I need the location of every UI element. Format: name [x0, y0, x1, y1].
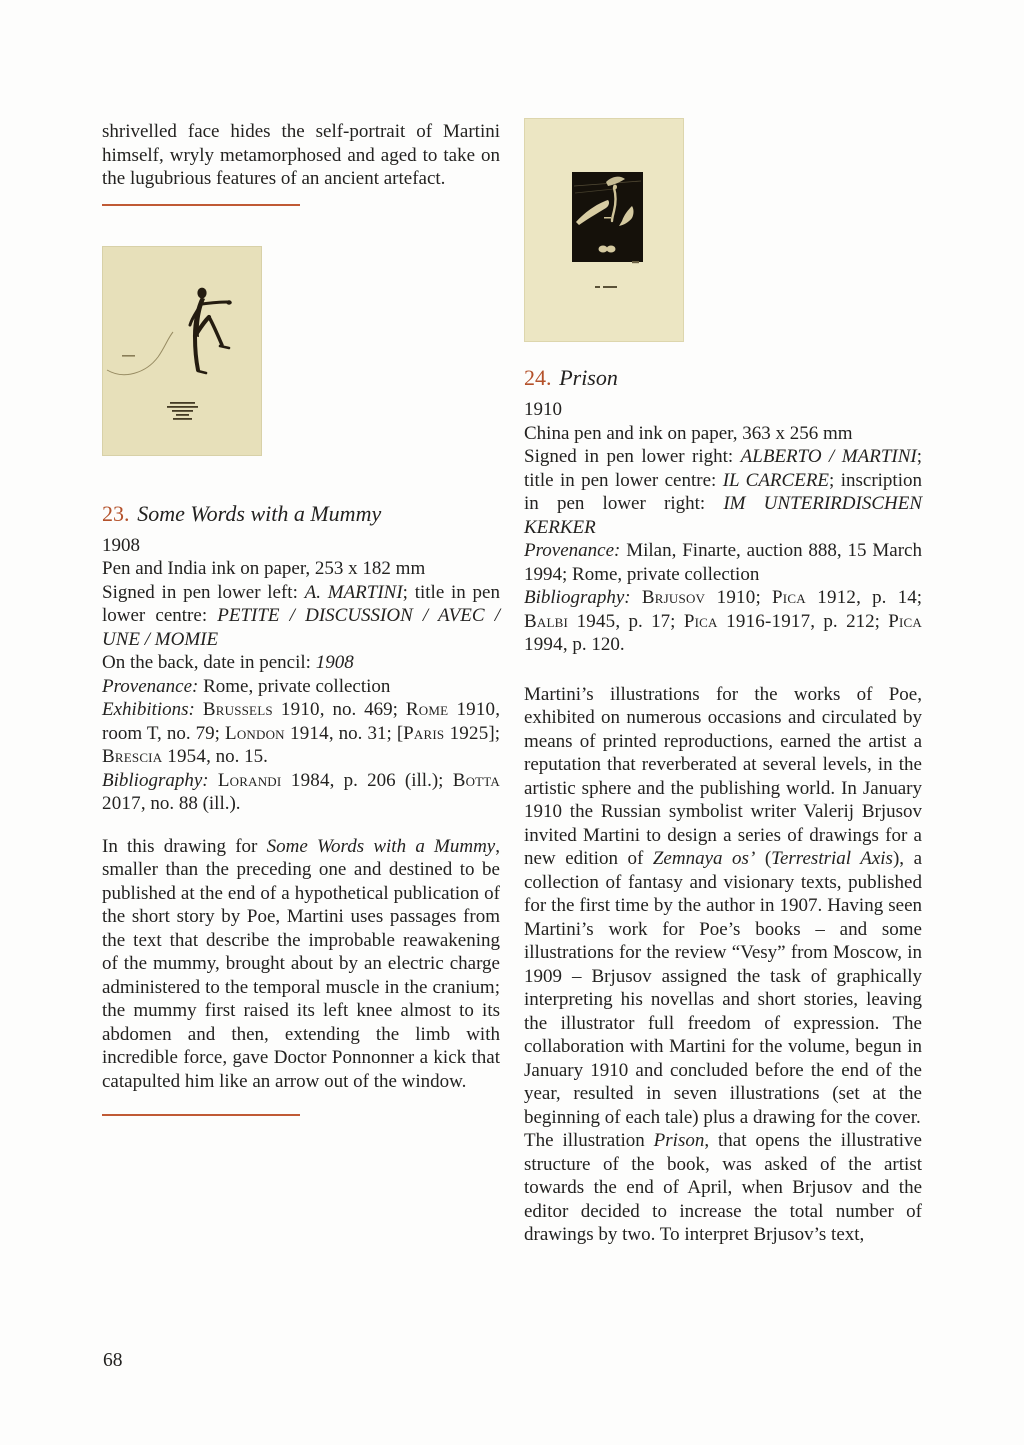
caption-marks — [595, 286, 617, 288]
entry-23-medium: Pen and India ink on paper, 253 x 182 mm — [102, 558, 426, 579]
essay-paragraph-2: The illustration Prison, that opens the illustrative structure of the book, was asked of the artist towards the end of April, when Brjusov and the editor decided to increase the total number of drawings by two. To interpret Brjusov’s text, — [524, 1130, 922, 1245]
entry-23-bibliography: Bibliography: Lorandi 1984, p. 206 (ill.); Botta 2017, no. 88 (ill.). — [102, 769, 500, 814]
entry-23-provenance: Provenance: Rome, private collection — [102, 675, 391, 697]
entry-24-medium: China pen and ink on paper, 363 x 256 mm — [524, 422, 853, 444]
entry-23-year: 1908 — [102, 534, 140, 556]
prison-drawing-icon — [524, 118, 684, 342]
entry-23-inscriptions: Signed in pen lower left: A. MARTINI; title in pen lower centre: PETITE / DISCUSSION / AVEC / UNE / MOMIE — [102, 581, 500, 650]
signature-mark — [632, 261, 639, 263]
artwork-mummy-figure — [102, 246, 262, 456]
entry-24-year: 1910 — [524, 399, 562, 420]
entry-23-heading — [102, 501, 500, 527]
essay-paragraph-1: Martini’s illustrations for the works of Poe, exhibited on numerous occasions and circulated by means of printed reproductions, earned the artist a reputation that reverberated at several levels, in the artistic sphere and the publishing world. In January 1910 the Russian symbolist writer Valerij Brjusov invited Martini to design a series of drawings for a new edition of Zemnaya os’ (Terrestrial Axis), a collection of fantasy and visionary texts, published for the first time by the author in 1907. Having seen Martini’s work for Poe’s books – and some illustrations for the review “Vesy” from Moscow, in 1909 – Brjusov assigned the task of graphically interpreting his novellas and short stories, leaving the illustrator full freedom of expression. The collaboration with Martini for the volume, begun in January 1910 and concluded before the end of the year, resulted in seven illustrations (set at the beginning of each tale) plus a drawing for the cover. — [524, 683, 923, 1128]
intro-paragraph: shrivelled face hides the self-portrait of Martini himself, wryly metamorphosed and aged to take on the lugubrious features of an ancient artefact. — [102, 121, 500, 189]
entry-23-exhibitions: Exhibitions: Brussels 1910, no. 469; Rome 1910, room T, no. 79; London 1914, no. 31; [Paris 1925]; Brescia 1954, no. 15. — [102, 699, 501, 767]
section-divider — [102, 204, 300, 206]
entry-23-discussion-paragraph: In this drawing for Some Words with a Mummy, smaller than the preceding one and destined to be published at the end of a hypothetical publication of the short story by Poe, Martini uses passages from the text that describe the improbable reawakening of the mummy, brought about by an electric charge administered to the temporal muscle in the cranium; the mummy first raised its left knee almost to its abdomen and then, extending the limb with incredible force, gave Doctor Ponnonner a kick that catapulted him like an arrow out of the window. — [102, 835, 500, 1092]
artwork-paper — [102, 246, 262, 456]
entry-24-inscriptions: Signed in pen lower right: ALBERTO / MARTINI; title in pen lower centre: IL CARCERE; inscription in pen lower right: IM UNTERIRDISCHEN KERKER — [524, 446, 923, 538]
entry-23-number: 23. — [102, 500, 130, 526]
entry-24-bibliography: Bibliography: Brjusov 1910; Pica 1912, p. 14; Balbi 1945, p. 17; Pica 1916-1917, p. 212; Pica 1994, p. 120. — [524, 587, 923, 655]
entry-24-provenance: Provenance: Milan, Finarte, auction 888, 15 March 1994; Rome, private collection — [524, 540, 922, 585]
entry-23-title: Some Words with a Mummy — [137, 500, 382, 526]
entry-24-title: Prison — [559, 365, 618, 390]
signature-mark — [122, 355, 135, 357]
right-column — [524, 118, 922, 1247]
entry-24-heading — [524, 365, 922, 391]
page-number: 68 — [103, 1350, 123, 1371]
entry-24-number: 24. — [524, 365, 552, 390]
mummy-drawing-icon — [102, 246, 262, 456]
section-divider — [102, 1114, 300, 1116]
entry-23-back-inscription: On the back, date in pencil: 1908 — [102, 652, 354, 673]
artwork-prison-figure — [524, 118, 684, 342]
left-column — [102, 120, 500, 1116]
